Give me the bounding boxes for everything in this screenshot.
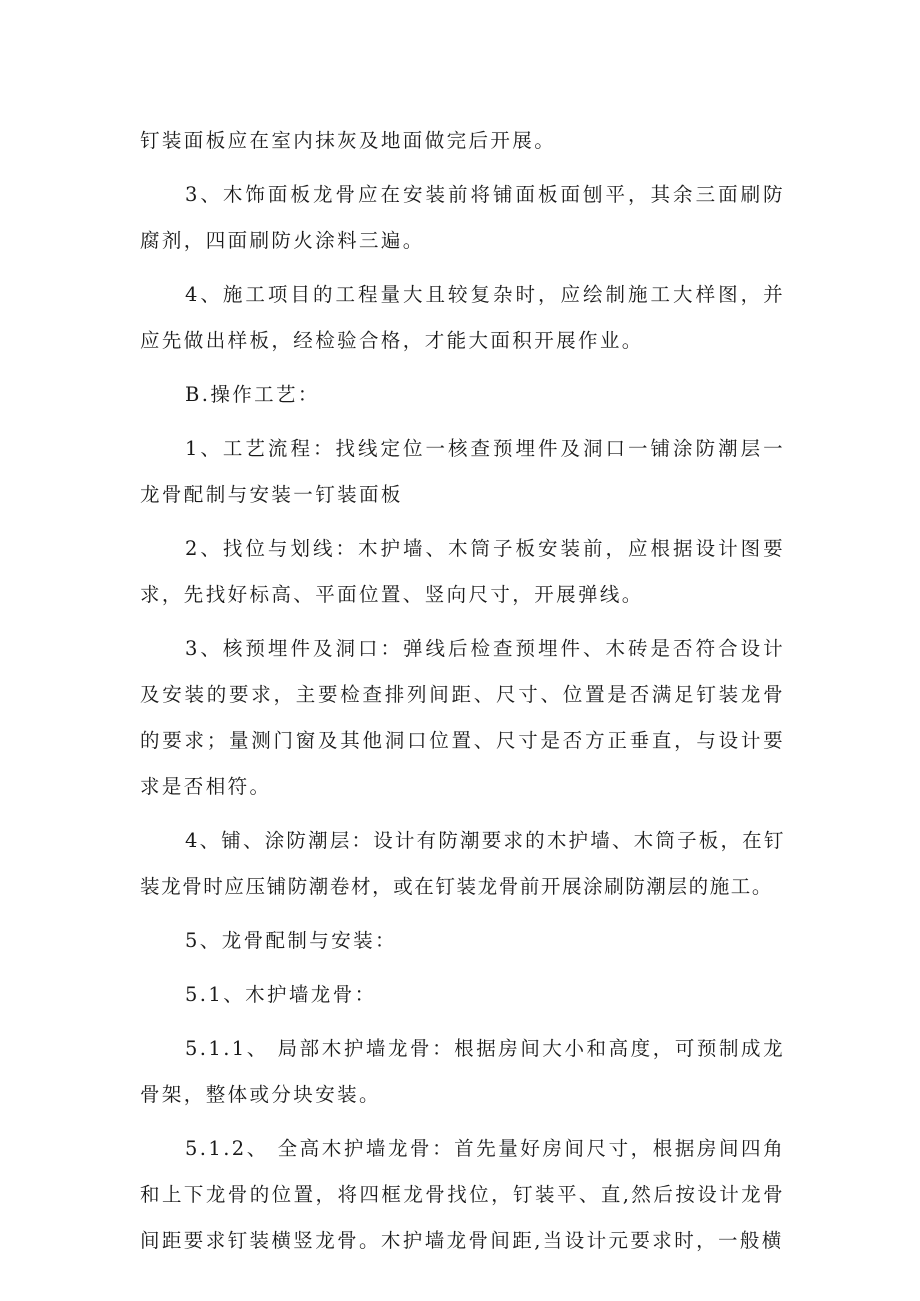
paragraph-positioning: 2、找位与划线：木护墙、木筒子板安装前，应根据设计图要求，先找好标高、平面位置、竖向尺寸，开展弹线。 <box>140 537 785 606</box>
paragraph-process-flow: 1、工艺流程：找线定位一核查预埋件及洞口一铺涂防潮层一龙骨配制与安装一钉装面板 <box>140 437 785 506</box>
paragraph-moisture-layer: 4、铺、涂防潮层：设计有防潮要求的木护墙、木筒子板，在钉装龙骨时应压铺防潮卷材，或在钉装龙骨前开展涂刷防潮层的施工。 <box>140 829 785 898</box>
paragraph-2: 3、木饰面板龙骨应在安装前将铺面板面刨平，其余三面刷防腐剂，四面刷防火涂料三遍。 <box>140 183 785 252</box>
paragraph-1: 钉装面板应在室内抹灰及地面做完后开展。 <box>140 129 557 152</box>
document-body <box>140 118 785 1272</box>
paragraph-3: 4、施工项目的工程量大且较复杂时，应绘制施工大样图，并应先做出样板，经检验合格，才能大面积开展作业。 <box>140 283 785 352</box>
paragraph-keel-heading: 5、龙骨配制与安装： <box>185 929 397 952</box>
section-heading-b: B.操作工艺： <box>185 383 320 406</box>
paragraph-keel-5-1-1: 5.1.1、 局部木护墙龙骨：根据房间大小和高度，可预制成龙骨架，整体或分块安装。 <box>140 1037 785 1106</box>
paragraph-keel-5-1-2: 5.1.2、 全高木护墙龙骨：首先量好房间尺寸，根据房间四角和上下龙骨的位置，将四框龙骨找位，钉装平、直,然后按设计龙骨间距要求钉装横竖龙骨。木护墙龙骨间距,当设计元要求时，一般横 <box>140 1137 785 1252</box>
paragraph-keel-5-1: 5.1、木护墙龙骨： <box>185 983 377 1006</box>
paragraph-embedded-parts: 3、核预埋件及洞口：弹线后检查预埋件、木砖是否符合设计及安装的要求，主要检查排列间距、尺寸、位置是否满足钉装龙骨的要求；量测门窗及其他洞口位置、尺寸是否方正垂直，与设计要求是否相符。 <box>140 637 785 798</box>
